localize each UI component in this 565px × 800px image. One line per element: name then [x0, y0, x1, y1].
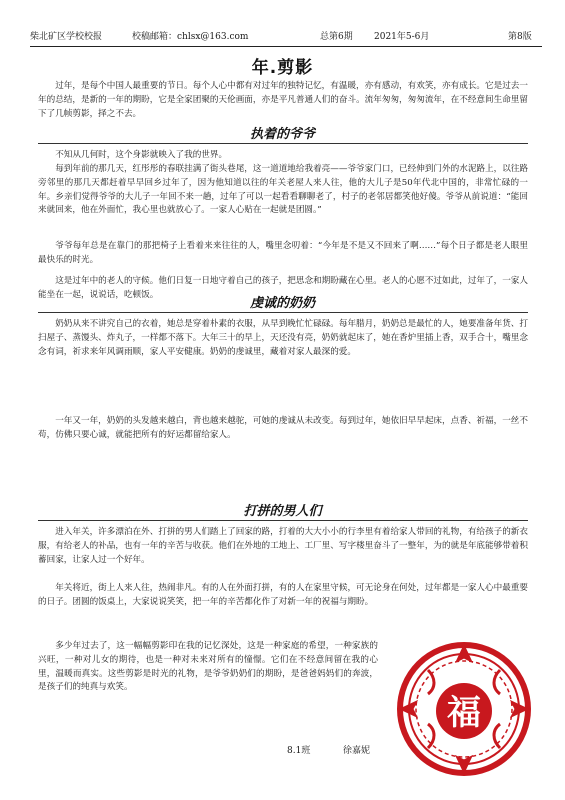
section-rule	[38, 312, 528, 313]
submission-email: 校稿邮箱：chlsx@163.com	[132, 32, 249, 42]
papercut-character: 福	[447, 693, 481, 733]
section-paragraph: 不知从几何时，这个身影就映入了我的世界。	[55, 150, 228, 160]
section-paragraph: 这是过年中的老人的守候。他们日复一日地守着自己的孩子，把思念和期盼藏在心里。老人的心愿不过如此，过年了，一家人能坐在一起，说说话，吃顿饭。	[38, 276, 528, 300]
school-name: 柴北矿区学校校报	[30, 32, 103, 42]
section-title-men: 打拼的男人们	[243, 504, 322, 519]
page-header	[30, 30, 542, 44]
author-class: 8.1班	[287, 746, 311, 756]
issue-date: 2021年5-6月	[374, 32, 430, 42]
issue-number: 总第6期	[320, 32, 353, 42]
author-name: 徐嘉妮	[343, 746, 371, 756]
intro-paragraph: 过年，是每个中国人最重要的节日。每个人心中都有对过年的独特记忆，有温暖，亦有感动，有欢笑，亦有成长。它是过去一年的总结，是新的一年的期盼，它是全家团聚的天伦画面，亦是平凡普通人们的奋斗。流年匆匆，匆匆流年，在不经意间生命里留下了几帧剪影，择之不去。	[38, 81, 528, 119]
page-title: 年.剪影	[251, 58, 314, 78]
section-rule	[38, 143, 528, 144]
section-paragraph: 进入年关，许多漂泊在外、打拼的男人们踏上了回家的路，打着的大大小小的行李里有着给家人带回的礼物，有给孩子的新衣服，有给老人的补品，也有一年的辛苦与收获。他们在外地的工地上、工厂里、写字楼里奋斗了一整年，为的就是年底能够带着积蓄回家，让家人过一个好年。	[38, 527, 528, 565]
section-title-grandma: 虔诚的奶奶	[249, 296, 315, 311]
header-rule	[30, 46, 542, 47]
closing-paragraph: 年关将近，街上人来人往，热闹非凡。有的人在外面打拼，有的人在家里守候，可无论身在何处，过年都是一家人心中最重要的日子。团圆的饭桌上，大家说说笑笑，把一年的辛苦都化作了对新一年的祝福与期盼。	[38, 583, 528, 607]
fu-papercut-image	[394, 632, 534, 787]
section-paragraph: 一年又一年，奶奶的头发越来越白，背也越来越驼，可她的虔诚从未改变。每到过年，她依旧早早起床，点香、祈福，一丝不苟，仿佛只要心诚，就能把所有的好运都留给家人。	[38, 416, 528, 440]
section-paragraph: 奶奶从来不讲究自己的衣着，她总是穿着朴素的衣服，从早到晚忙忙碌碌。每年腊月，奶奶总是最忙的人，她要准备年货、打扫屋子、蒸馒头、炸丸子，一样都不落下。大年三十的早上，天还没有亮，奶奶就起床了，她在香炉里插上香，双手合十，嘴里念念有词，祈求来年风调雨顺，家人平安健康。奶奶的虔诚里，藏着对家人最深的爱。	[38, 319, 528, 357]
section-paragraph: 每到年前的那几天，红彤彤的春联挂满了街头巷尾，这一道道地给我着亮——爷爷家门口，已经伸到门外的水泥路上，以往路旁邻里的那几天都赶着早早回乡过年了，因为他知道以往的年关老屋人来人往，他的大儿子是50年代北中国的，非常忙碌的一年。乡亲们觉得爷爷的大儿子一年回不来一趟，过年了可以一起看看聊聊老了，村子的老邻居都笑他好傻。爷爷从前说道：“能回来就回来，他在外面忙，我心里也就放心了。一家人心贴在一起就是团圆。”	[38, 164, 528, 216]
closing-paragraph: 多少年过去了，这一幅幅剪影印在我的记忆深处，这是一种家庭的希望，一种家族的兴旺，一种对儿女的期待，也是一种对未来对所有的憧憬。它们在不经意间留在我的心里，温暖而真实。这些剪影是时光的礼物，是爷爷奶奶们的期盼，是爸爸妈妈们的奔波，是孩子们的纯真与欢笑。	[38, 641, 378, 693]
page-number: 第8版	[508, 32, 532, 42]
section-paragraph: 爷爷每年总是在靠门的那把椅子上看着来来往往的人，嘴里念叨着：“今年是不是又不回来了啊……”每个日子都是老人眼里最快乐的时光。	[38, 241, 528, 265]
section-title-grandpa: 执着的爷爷	[249, 127, 315, 142]
section-rule	[38, 520, 528, 521]
